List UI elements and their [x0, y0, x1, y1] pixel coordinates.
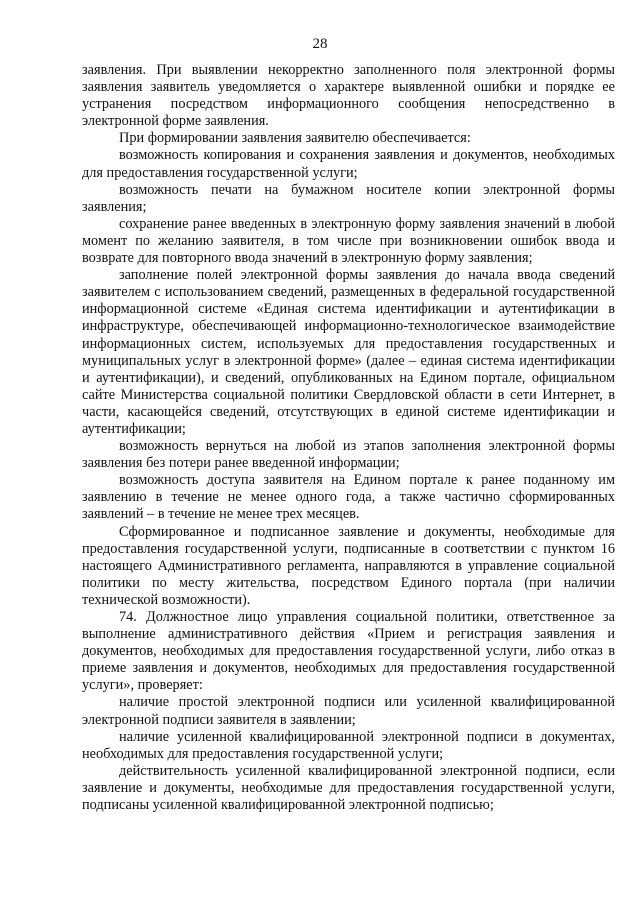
paragraph: сохранение ранее введенных в электронную форму заявления значений в любой момент по желанию заявителя, в том числе при возникновении ошибок ввода и возврате для повторного ввода значений в электронную форму заявления;	[82, 215, 615, 267]
paragraph: 74. Должностное лицо управления социальной политики, ответственное за выполнение административного действия «Прием и регистрация заявления и документов, необходимых для предоставления государственной услуги, либо отказ в приеме заявления и документов, необходимых для предоставления государственной услуги», проверяет:	[82, 609, 615, 694]
paragraph: возможность доступа заявителя на Едином портале к ранее поданному им заявлению в течение не менее одного года, а также частично сформированных заявлений – в течение не менее трех месяцев.	[82, 472, 615, 523]
paragraph: наличие усиленной квалифицированной электронной подписи в документах, необходимых для предоставления государственной услуги;	[82, 728, 615, 762]
paragraph: заполнение полей электронной формы заявления до начала ввода сведений заявителем с использованием сведений, размещенных в федеральной государственной информационной системе «Единая система идентификации и аутентификации в инфраструктуре, обеспечивающей информационно-технологическое взаимодействие информационных систем, используемых для предоставления государственных и муниципальных услуг в электронной форме» (далее – единая система идентификации и аутентификации), и сведений, опубликованных на Едином портале, официальном сайте Министерства социальной политики Свердловской области в сети Интернет, в части, касающейся сведений, отсутствующих в единой системе идентификации и аутентификации;	[82, 267, 615, 437]
paragraph: возможность вернуться на любой из этапов заполнения электронной формы заявления без потери ранее введенной информации;	[82, 438, 615, 472]
paragraph: возможность печати на бумажном носителе копии электронной формы заявления;	[82, 181, 615, 215]
paragraph: заявления. При выявлении некорректно заполненного поля электронной формы заявления заявитель уведомляется о характере выявленной ошибки и порядке ее устранения посредством информационного сообщения непосредственно в электронной форме заявления.	[82, 62, 615, 130]
paragraph: наличие простой электронной подписи или усиленной квалифицированной электронной подписи заявителя в заявлении;	[82, 694, 615, 728]
page-number: 28	[312, 36, 328, 52]
paragraph: Сформированное и подписанное заявление и документы, необходимые для предоставления государственной услуги, подписанные в соответствии с пунктом 16 настоящего Административного регламента, направляются в управление социальной политики по месту жительства, посредством Единого портала (при наличии технической возможности).	[82, 523, 615, 608]
paragraph: При формировании заявления заявителю обеспечивается:	[119, 130, 471, 147]
document-body	[82, 62, 615, 814]
paragraph: действительность усиленной квалифицированной электронной подписи, если заявление и документы, необходимые для предоставления государственной услуги, подписаны усиленной квалифицированной электронной подписью;	[82, 762, 615, 814]
paragraph: возможность копирования и сохранения заявления и документов, необходимых для предоставления государственной услуги;	[82, 147, 615, 181]
